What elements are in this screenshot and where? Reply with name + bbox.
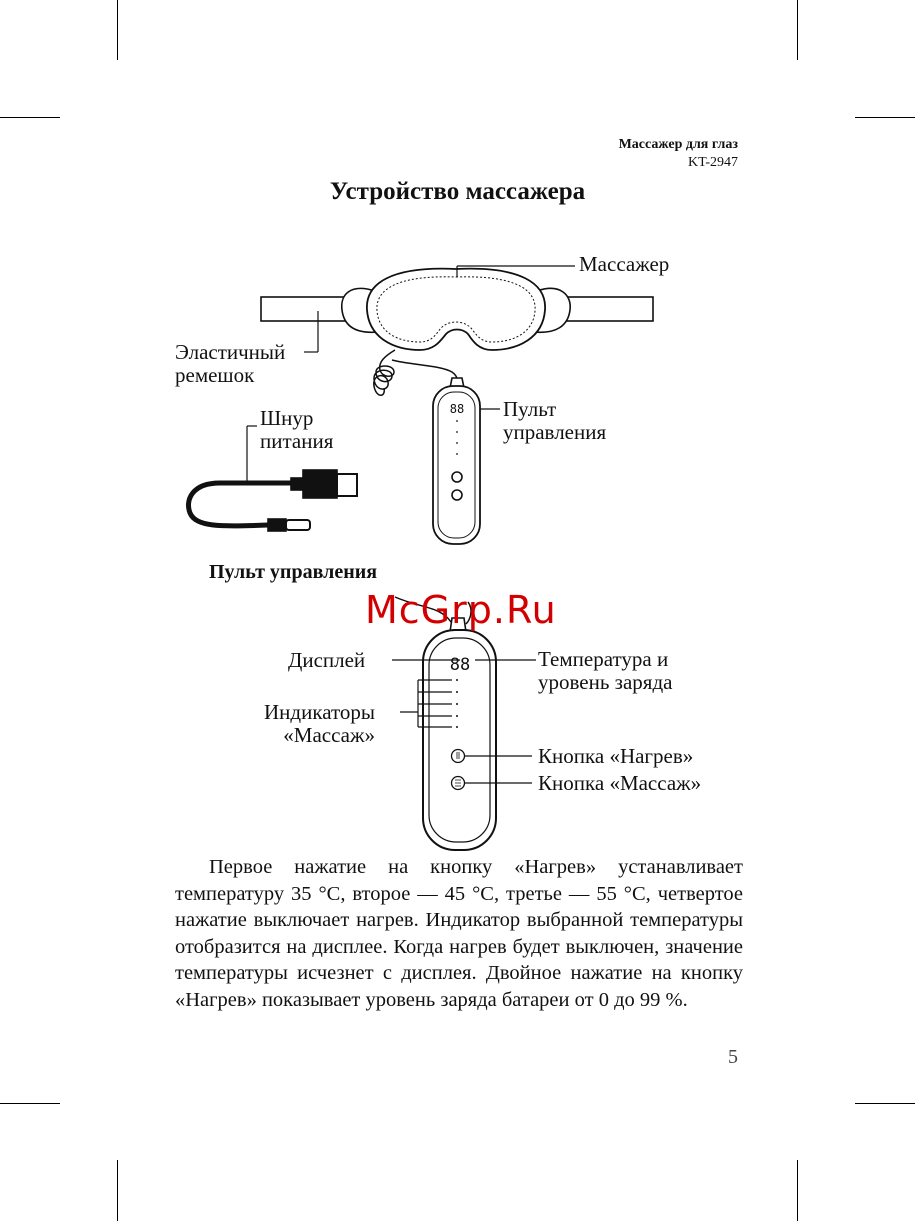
watermark: McGrp.Ru (365, 588, 557, 632)
label-indicators-line2: «Массаж» (283, 723, 375, 747)
label-cord-line1: Шнур (260, 406, 314, 430)
label-cord-line2: питания (260, 429, 334, 453)
usb-a-plug (303, 470, 337, 498)
page-number: 5 (728, 1046, 738, 1068)
remote-cable (392, 360, 457, 386)
label-massage-button: Кнопка «Массаж» (538, 771, 702, 795)
usb-c-plug (268, 519, 286, 531)
label-heat-button: Кнопка «Нагрев» (538, 744, 694, 768)
label-remote-line1: Пульт (503, 397, 557, 421)
page-title: Устройство массажера (329, 178, 586, 205)
remote-1-display: 88 (449, 402, 465, 416)
massager-body (367, 269, 545, 350)
label-massager: Массажер (579, 252, 670, 276)
section-title: Пульт управления (209, 561, 378, 583)
header-model: KT-2947 (687, 155, 738, 170)
remote-2-display: 88 (449, 655, 471, 675)
label-temp-line2: уровень заряда (538, 670, 673, 694)
body-paragraph: Первое нажатие на кнопку «Нагрев» устанавливает температуру 35 °С, второе — 45 °С, третье — 55 °С, четвертое нажатие выключает нагрев. Индикатор выбранной температуры отобразится на дисплее. Когда нагрев будет выключен, значение температуры исчезнет с дисплея. Двойное нажатие на кнопку «Нагрев» показывает уровень заряда батареи от 0 до 99 %. (175, 856, 743, 1011)
label-temp-line1: Температура и (538, 647, 669, 671)
label-display: Дисплей (288, 648, 366, 672)
header-product: Массажер для глаз (618, 137, 738, 152)
coiled-cable (374, 350, 395, 395)
label-remote-line2: управления (503, 420, 607, 444)
label-indicators-line1: Индикаторы (264, 700, 375, 724)
label-strap-line2: ремешок (175, 363, 255, 387)
label-strap-line1: Эластичный (175, 340, 286, 364)
